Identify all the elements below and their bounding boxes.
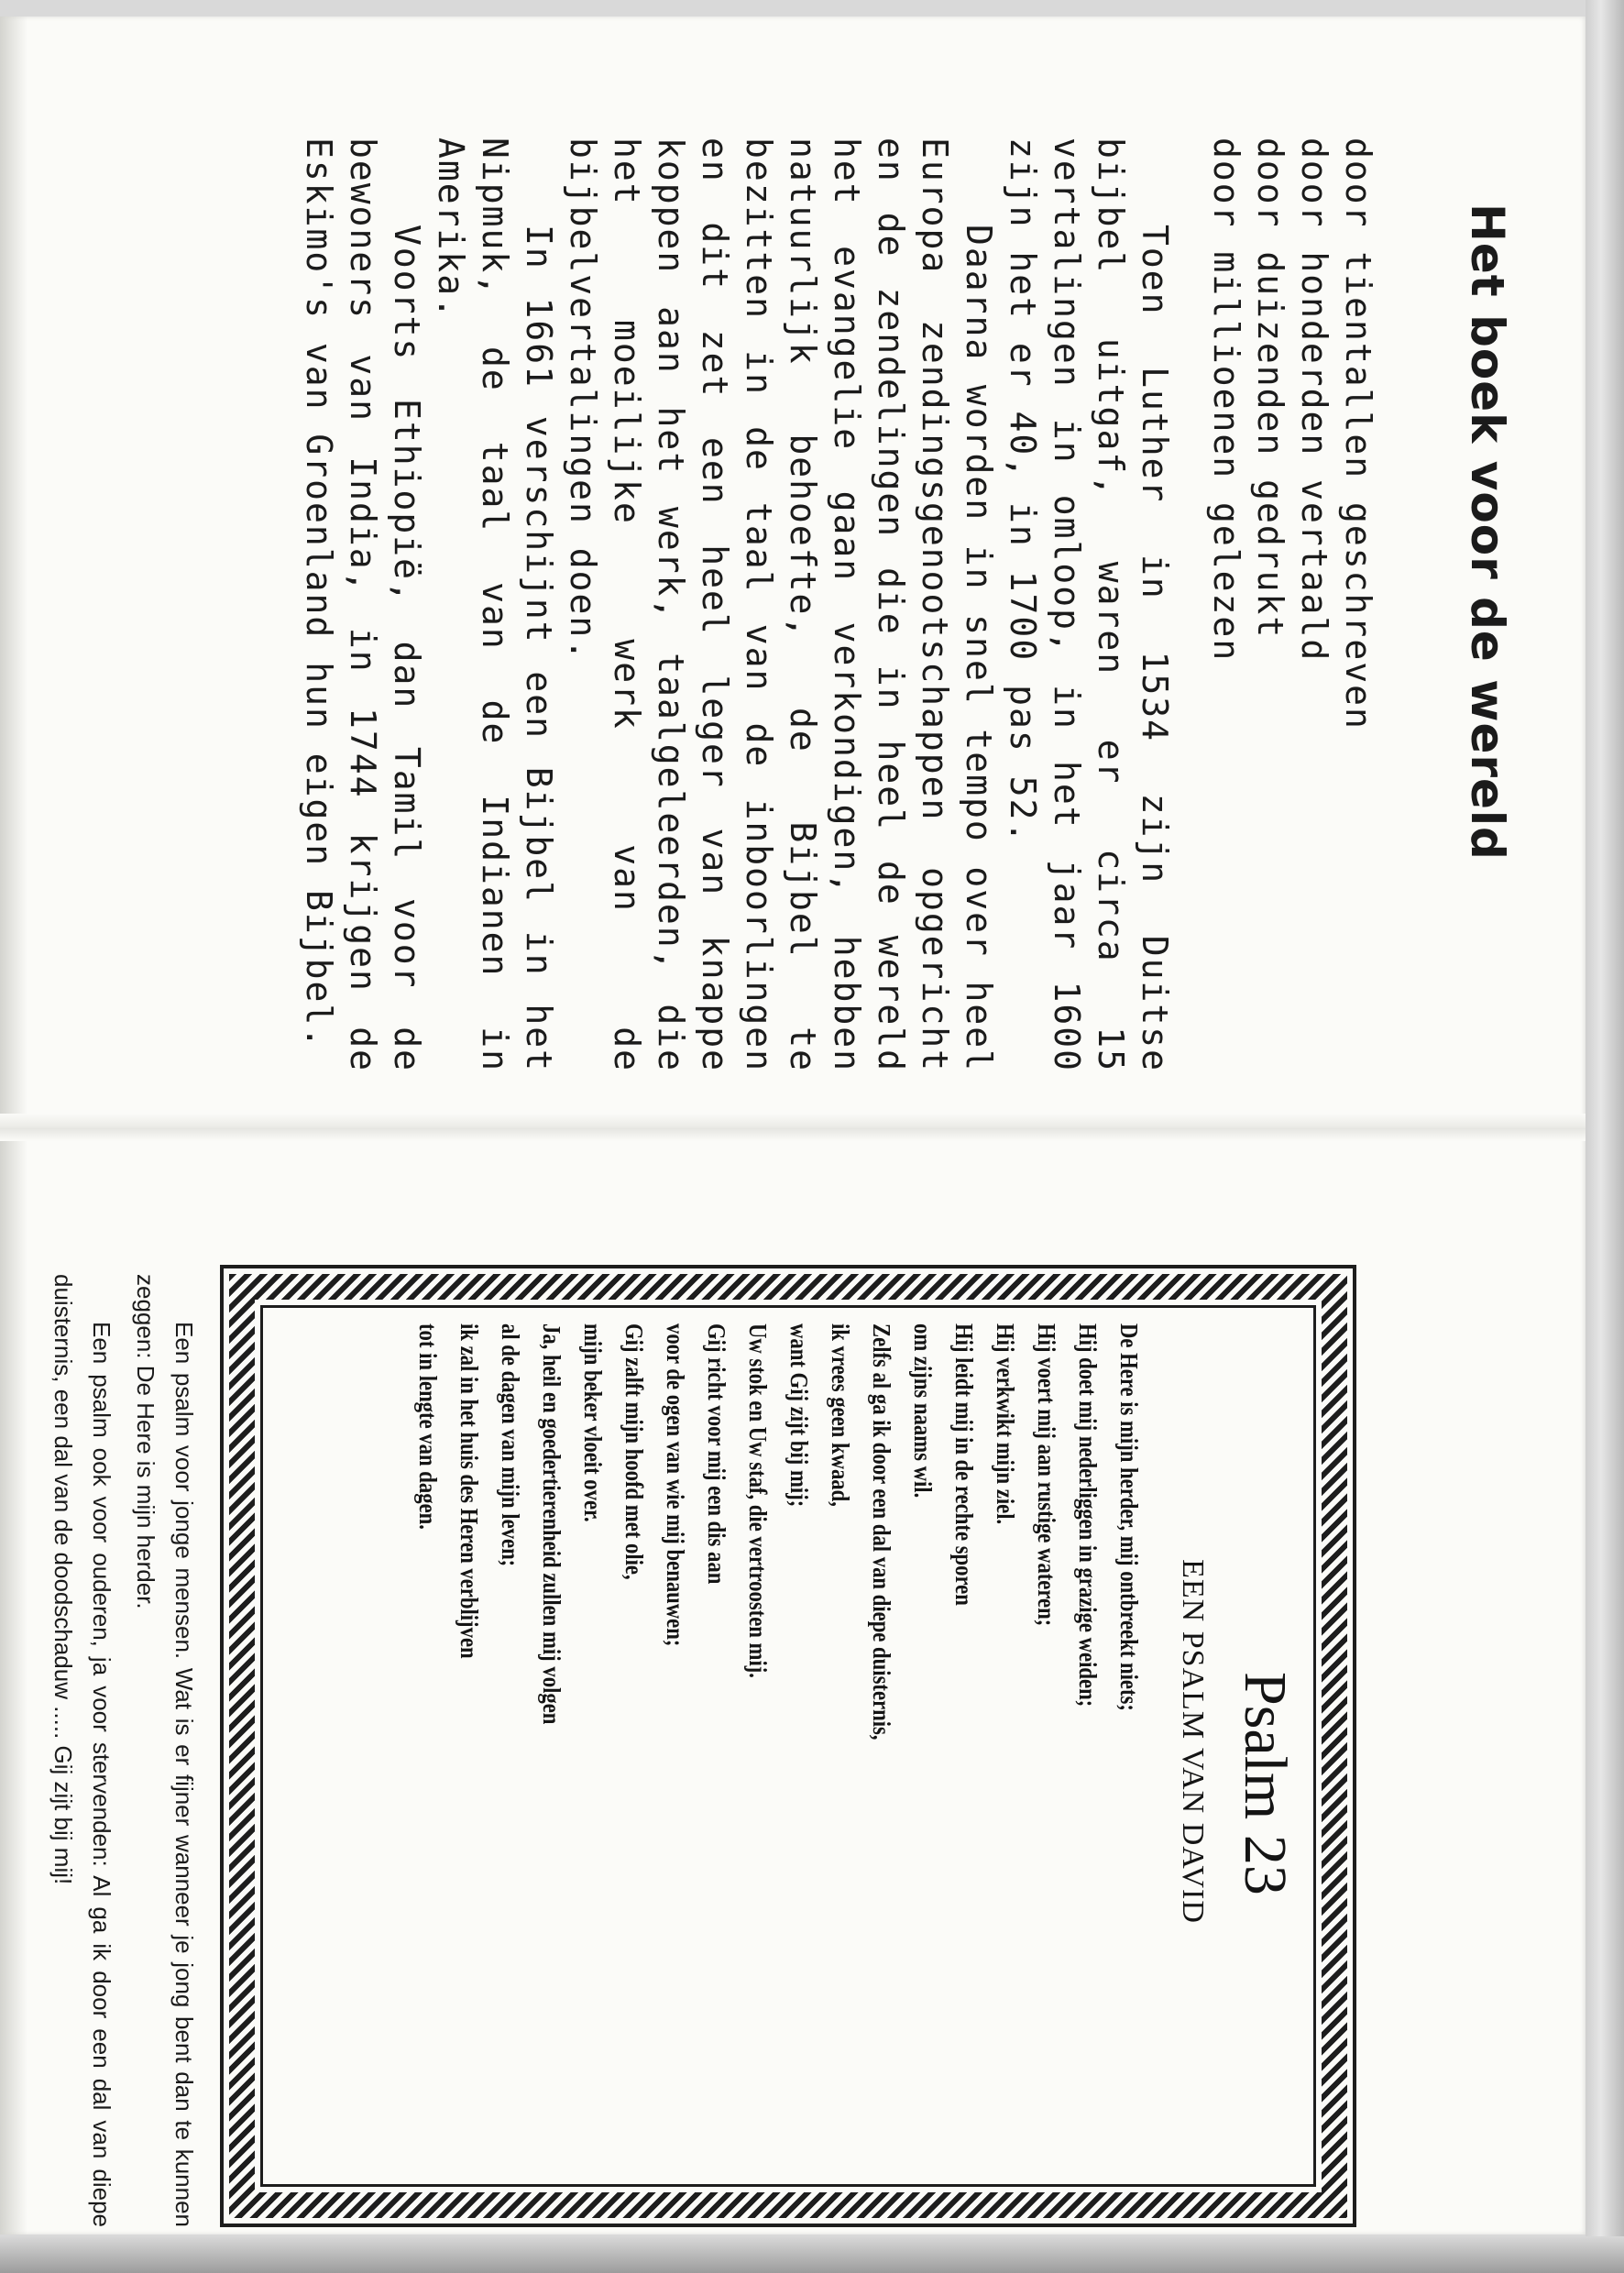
verse-line: ik zal in het huis des Heren verblijven <box>455 1323 483 1659</box>
verse-line: Hij verkwikt mijn ziel. <box>992 1323 1019 1525</box>
upper-page-body <box>297 137 1380 1072</box>
verse-line: tot in lengte van dagen. <box>414 1323 442 1530</box>
note-elderly: Een psalm ook voor ouderen, ja voor stervenden: Al ga ik door een dal van diepe duisternis, een dal van de doodschaduw ..... Gij zijt bij mij! <box>49 1274 115 2227</box>
verse-line: al de dagen van mijn leven; <box>497 1323 524 1567</box>
page-gutter <box>0 1114 1587 1141</box>
verse-line: Hij leidt mij in de rechte sporen <box>950 1323 978 1606</box>
paragraph-luther: Toen Luther in 1534 zijn Duitse bijbel uitgaf, waren er circa 15 vertalingen in omloop, in het jaar 1600 zijn het er 40, in 1700 pas 52. <box>1003 137 1175 1072</box>
poem-line: door honderden vertaald <box>1294 137 1334 663</box>
psalm-subtitle: EEN PSALM VAN DAVID <box>1176 1559 1210 1924</box>
psalm-content <box>279 1323 1300 2159</box>
verse-line: voor de ogen van wie mij benauwen; <box>662 1323 689 1647</box>
paragraph-zending: Daarna worden in snel tempo over heel Europa zendingsgenootschappen opgericht en de zendelingen die in heel de wereld het evangelie gaan verkondigen, hebben natuurlijk behoefte, de Bijbel te bezitten in de taal van de inboorlingen en dit zet een heel leger van knappe koppen aan het werk, taalgeleerden, die het moeilijke werk van de bijbelvertalingen doen. <box>563 137 999 1072</box>
poem-line: door tientallen geschreven <box>1338 137 1378 730</box>
verse-line: Zelfs al ga ik door een dal van diepe duisternis, <box>868 1323 895 1740</box>
upper-page <box>167 137 1514 1072</box>
paragraph-voorts: Voorts Ethiopië, dan Tamil voor de bewoners van India, in 1744 krijgen de Eskimo's van Groenland hun eigen Bijbel. <box>299 137 427 1072</box>
verse-line: Hij doet mij nederliggen in grazige weiden; <box>1074 1323 1102 1707</box>
verse-line: om zijns naams wil. <box>909 1323 937 1499</box>
verse-line: Gij richt voor mij een dis aan <box>703 1323 730 1585</box>
paragraph-nipmuk: In 1661 verschijnt een Bijbel in het Nipmuk, de taal van de Indianen in Amerika. <box>431 137 559 1072</box>
verse-line: Uw stok en Uw staf, die vertroosten mij. <box>744 1323 772 1678</box>
verse-line: ik vrees geen kwaad, <box>827 1323 854 1507</box>
poem-line: door duizenden gedrukt <box>1250 137 1290 640</box>
page-heading: Het boek voor de wereld <box>1461 203 1514 861</box>
verse-line: Gij zalft mijn hoofd met olie, <box>620 1323 648 1580</box>
ornamental-frame <box>220 1265 1356 2227</box>
scan-edge-bottom <box>0 2236 1624 2273</box>
lower-page <box>49 1265 1356 2227</box>
verse-line: De Here is mijn herder, mij ontbreekt niets; <box>1115 1323 1143 1711</box>
psalm-title: Psalm 23 <box>1232 1672 1299 1895</box>
verse-line: Ja, heil en goedertierenheid zullen mij volgen <box>538 1323 565 1725</box>
poem-line: door millioenen gelezen <box>1206 137 1246 663</box>
scan-edge-right <box>1586 0 1624 2273</box>
verse-line: Hij voert mij aan rustige wateren; <box>1033 1323 1060 1627</box>
verse-line: mijn beker vloeit over. <box>579 1323 607 1522</box>
note-young: Een psalm voor jonge mensen. Wat is er fijner wanneer je jong bent dan te kunnen zeggen: De Here is mijn herder. <box>132 1274 198 2227</box>
psalm-notes <box>38 1274 203 2227</box>
verse-line: want Gij zijt bij mij; <box>785 1323 813 1508</box>
